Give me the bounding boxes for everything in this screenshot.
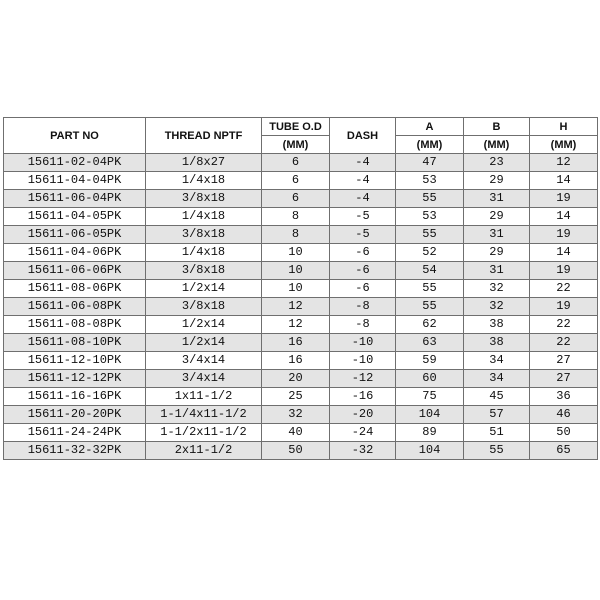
cell-part-no: 15611-08-06PK <box>4 280 146 298</box>
table-header <box>4 118 598 154</box>
cell-a: 47 <box>396 154 464 172</box>
cell-a: 55 <box>396 298 464 316</box>
cell-a: 63 <box>396 334 464 352</box>
cell-h: 27 <box>530 370 598 388</box>
cell-thread: 1x11-1/2 <box>146 388 262 406</box>
cell-tube-od: 6 <box>262 172 330 190</box>
table-row <box>4 262 598 280</box>
cell-tube-od: 32 <box>262 406 330 424</box>
cell-part-no: 15611-06-08PK <box>4 298 146 316</box>
cell-b: 34 <box>464 352 530 370</box>
header-a: A <box>396 118 464 136</box>
cell-dash: -4 <box>330 172 396 190</box>
cell-dash: -6 <box>330 262 396 280</box>
cell-tube-od: 6 <box>262 154 330 172</box>
cell-h: 14 <box>530 208 598 226</box>
cell-part-no: 15611-04-04PK <box>4 172 146 190</box>
table-row <box>4 442 598 460</box>
cell-h: 22 <box>530 316 598 334</box>
cell-h: 19 <box>530 262 598 280</box>
cell-tube-od: 40 <box>262 424 330 442</box>
cell-a: 89 <box>396 424 464 442</box>
cell-tube-od: 12 <box>262 316 330 334</box>
cell-h: 65 <box>530 442 598 460</box>
cell-dash: -10 <box>330 334 396 352</box>
cell-dash: -16 <box>330 388 396 406</box>
cell-thread: 1/2x14 <box>146 280 262 298</box>
cell-a: 55 <box>396 190 464 208</box>
cell-tube-od: 16 <box>262 352 330 370</box>
cell-part-no: 15611-02-04PK <box>4 154 146 172</box>
cell-thread: 3/8x18 <box>146 226 262 244</box>
cell-h: 22 <box>530 334 598 352</box>
cell-thread: 3/8x18 <box>146 298 262 316</box>
cell-tube-od: 50 <box>262 442 330 460</box>
header-h: H <box>530 118 598 136</box>
cell-tube-od: 25 <box>262 388 330 406</box>
cell-h: 22 <box>530 280 598 298</box>
cell-dash: -6 <box>330 244 396 262</box>
table-row <box>4 316 598 334</box>
cell-part-no: 15611-20-20PK <box>4 406 146 424</box>
cell-h: 36 <box>530 388 598 406</box>
cell-b: 29 <box>464 172 530 190</box>
cell-tube-od: 20 <box>262 370 330 388</box>
cell-dash: -5 <box>330 226 396 244</box>
cell-part-no: 15611-08-08PK <box>4 316 146 334</box>
cell-h: 14 <box>530 172 598 190</box>
cell-b: 57 <box>464 406 530 424</box>
header-row-top <box>4 118 598 136</box>
header-tube-od-unit: (MM) <box>262 136 330 154</box>
table-row <box>4 352 598 370</box>
cell-h: 12 <box>530 154 598 172</box>
header-b-unit: (MM) <box>464 136 530 154</box>
cell-b: 31 <box>464 262 530 280</box>
cell-a: 60 <box>396 370 464 388</box>
cell-h: 50 <box>530 424 598 442</box>
cell-tube-od: 10 <box>262 280 330 298</box>
cell-part-no: 15611-12-12PK <box>4 370 146 388</box>
cell-thread: 1/2x14 <box>146 334 262 352</box>
cell-b: 45 <box>464 388 530 406</box>
cell-part-no: 15611-32-32PK <box>4 442 146 460</box>
cell-h: 19 <box>530 298 598 316</box>
cell-b: 55 <box>464 442 530 460</box>
header-tube-od: TUBE O.D <box>262 118 330 136</box>
table-body <box>4 154 598 460</box>
cell-thread: 3/4x14 <box>146 352 262 370</box>
table-row <box>4 388 598 406</box>
cell-b: 38 <box>464 334 530 352</box>
cell-b: 31 <box>464 190 530 208</box>
cell-a: 55 <box>396 280 464 298</box>
cell-a: 104 <box>396 406 464 424</box>
table-row <box>4 334 598 352</box>
cell-thread: 2x11-1/2 <box>146 442 262 460</box>
cell-tube-od: 16 <box>262 334 330 352</box>
cell-thread: 1-1/4x11-1/2 <box>146 406 262 424</box>
cell-thread: 3/4x14 <box>146 370 262 388</box>
cell-dash: -4 <box>330 154 396 172</box>
table-row <box>4 244 598 262</box>
cell-h: 46 <box>530 406 598 424</box>
cell-dash: -6 <box>330 280 396 298</box>
cell-b: 29 <box>464 208 530 226</box>
cell-part-no: 15611-04-06PK <box>4 244 146 262</box>
cell-h: 14 <box>530 244 598 262</box>
table-row <box>4 208 598 226</box>
table-row <box>4 280 598 298</box>
cell-a: 75 <box>396 388 464 406</box>
cell-b: 23 <box>464 154 530 172</box>
cell-h: 19 <box>530 226 598 244</box>
cell-h: 27 <box>530 352 598 370</box>
cell-a: 104 <box>396 442 464 460</box>
table-row <box>4 154 598 172</box>
cell-part-no: 15611-24-24PK <box>4 424 146 442</box>
cell-a: 53 <box>396 208 464 226</box>
header-a-unit: (MM) <box>396 136 464 154</box>
cell-dash: -8 <box>330 298 396 316</box>
cell-thread: 1/4x18 <box>146 208 262 226</box>
cell-b: 34 <box>464 370 530 388</box>
spec-table <box>3 117 598 460</box>
cell-thread: 3/8x18 <box>146 262 262 280</box>
cell-b: 31 <box>464 226 530 244</box>
cell-thread: 1/8x27 <box>146 154 262 172</box>
cell-dash: -10 <box>330 352 396 370</box>
cell-a: 52 <box>396 244 464 262</box>
cell-thread: 1/4x18 <box>146 172 262 190</box>
cell-tube-od: 10 <box>262 244 330 262</box>
cell-thread: 1/4x18 <box>146 244 262 262</box>
cell-a: 59 <box>396 352 464 370</box>
cell-thread: 3/8x18 <box>146 190 262 208</box>
cell-h: 19 <box>530 190 598 208</box>
table-row <box>4 298 598 316</box>
table-row <box>4 172 598 190</box>
cell-thread: 1-1/2x11-1/2 <box>146 424 262 442</box>
cell-tube-od: 10 <box>262 262 330 280</box>
cell-part-no: 15611-06-04PK <box>4 190 146 208</box>
table-row <box>4 226 598 244</box>
cell-thread: 1/2x14 <box>146 316 262 334</box>
cell-part-no: 15611-04-05PK <box>4 208 146 226</box>
cell-a: 55 <box>396 226 464 244</box>
cell-dash: -32 <box>330 442 396 460</box>
cell-a: 54 <box>396 262 464 280</box>
cell-dash: -20 <box>330 406 396 424</box>
cell-dash: -8 <box>330 316 396 334</box>
header-thread: THREAD NPTF <box>146 118 262 154</box>
cell-dash: -4 <box>330 190 396 208</box>
cell-part-no: 15611-16-16PK <box>4 388 146 406</box>
cell-part-no: 15611-08-10PK <box>4 334 146 352</box>
cell-tube-od: 8 <box>262 226 330 244</box>
cell-part-no: 15611-06-06PK <box>4 262 146 280</box>
cell-tube-od: 6 <box>262 190 330 208</box>
header-h-unit: (MM) <box>530 136 598 154</box>
cell-tube-od: 8 <box>262 208 330 226</box>
cell-b: 32 <box>464 298 530 316</box>
cell-part-no: 15611-06-05PK <box>4 226 146 244</box>
table-row <box>4 406 598 424</box>
cell-a: 62 <box>396 316 464 334</box>
table-row <box>4 424 598 442</box>
cell-tube-od: 12 <box>262 298 330 316</box>
cell-dash: -24 <box>330 424 396 442</box>
cell-dash: -12 <box>330 370 396 388</box>
cell-part-no: 15611-12-10PK <box>4 352 146 370</box>
header-dash: DASH <box>330 118 396 154</box>
header-part-no: PART NO <box>4 118 146 154</box>
cell-b: 38 <box>464 316 530 334</box>
cell-b: 51 <box>464 424 530 442</box>
table-row <box>4 370 598 388</box>
cell-dash: -5 <box>330 208 396 226</box>
table-row <box>4 190 598 208</box>
cell-b: 29 <box>464 244 530 262</box>
header-b: B <box>464 118 530 136</box>
cell-b: 32 <box>464 280 530 298</box>
cell-a: 53 <box>396 172 464 190</box>
